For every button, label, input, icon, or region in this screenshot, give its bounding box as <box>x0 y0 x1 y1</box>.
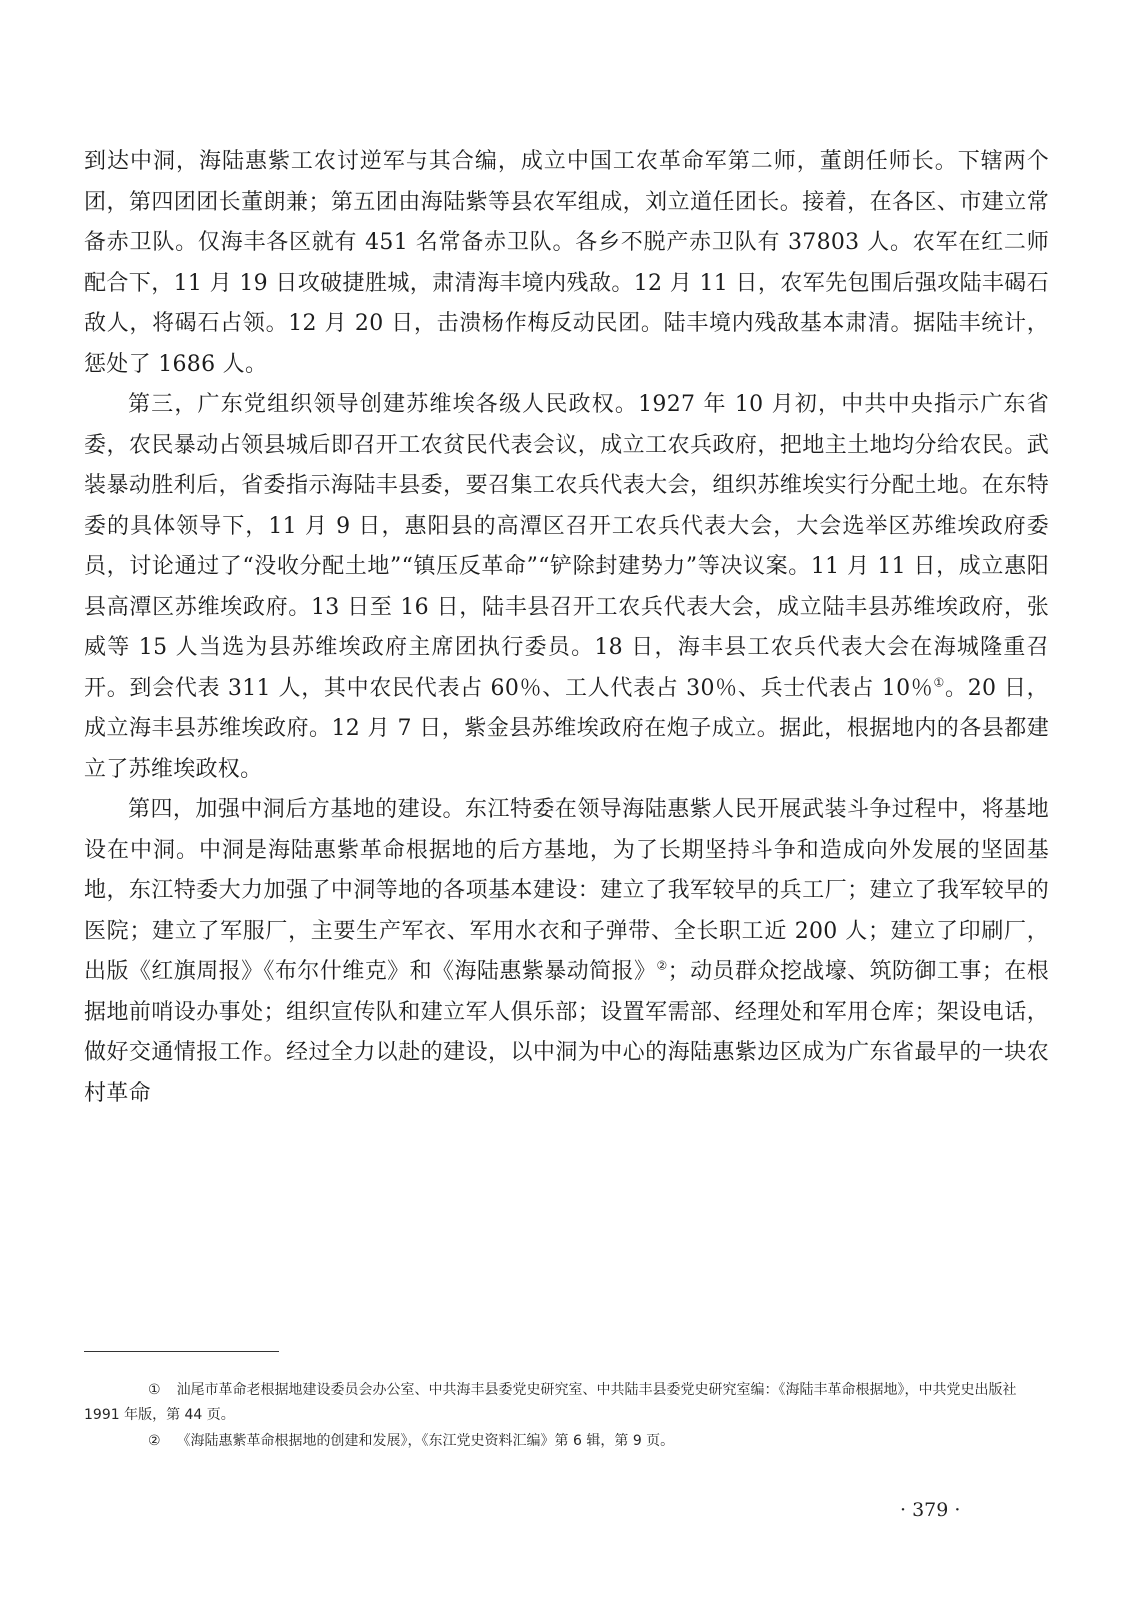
footnotes <box>84 1378 1049 1455</box>
footnote-1-mark: ① <box>148 1382 161 1398</box>
paragraph-3-text-before: 第四，加强中洞后方基地的建设。东江特委在领导海陆惠紫人民开展武装斗争过程中，将基地设在中洞。中洞是海陆惠紫革命根据地的后方基地，为了长期坚持斗争和造成向外发展的坚固基地，东江特委大力加强了中洞等地的各项基本建设：建立了我军较早的兵工厂；建立了我军较早的医院；建立了军服厂，主要生产军衣、军用水衣和子弹带、全长职工近 200 人；建立了印刷厂，出版《红旗周报》《布尔什维克》和《海陆惠紫暴动简报》 <box>84 797 1049 984</box>
footnote-1 <box>84 1378 1049 1428</box>
footnote-reference-2[interactable]: ② <box>656 958 668 973</box>
page-body <box>84 142 1049 1114</box>
body-paragraph-3 <box>84 790 1049 1114</box>
paragraph-2-text-after: 。20 日，成立海丰县苏维埃政府。12 月 7 日，紫金县苏维埃政府在炮子成立。据此，根据地内的各县都建立了苏维埃政权。 <box>84 675 1049 782</box>
body-paragraph-1: 到达中洞，海陆惠紫工农讨逆军与其合编，成立中国工农革命军第二师，董朗任师长。下辖两个团，第四团团长董朗兼；第五团由海陆紫等县农军组成，刘立道任团长。接着，在各区、市建立常备赤卫队。仅海丰各区就有 451 名常备赤卫队。各乡不脱产赤卫队有 37803 人。农军在红二师配合下，11 月 19 日攻破捷胜城，肃清海丰境内残敌。12 月 11 日，农军先包围后强攻陆丰碣石敌人，将碣石占领。12 月 20 日，击溃杨作梅反动民团。陆丰境内残敌基本肃清。据陆丰统计，惩处了 1686 人。 <box>84 149 1049 377</box>
footnote-2-text: 《海陆惠紫革命根据地的创建和发展》，《东江党史资料汇编》第 6 辑，第 9 页。 <box>176 1433 675 1449</box>
footnote-reference-1[interactable]: ① <box>933 675 945 690</box>
footnote-2 <box>84 1429 1049 1454</box>
page-number: · 379 · <box>900 1499 961 1521</box>
footnote-2-mark: ② <box>148 1433 161 1449</box>
body-paragraph-2 <box>84 385 1049 790</box>
footnote-divider <box>84 1351 279 1352</box>
paragraph-2-text-before: 第三，广东党组织领导创建苏维埃各级人民政权。1927 年 10 月初，中共中央指示广东省委，农民暴动占领县城后即召开工农贫民代表会议，成立工农兵政府，把地主土地均分给农民。武装暴动胜利后，省委指示海陆丰县委，要召集工农兵代表大会，组织苏维埃实行分配土地。在东特委的具体领导下，11 月 9 日，惠阳县的高潭区召开工农兵代表大会，大会选举区苏维埃政府委员，讨论通过了“没收分配土地”“镇压反革命”“铲除封建势力”等决议案。11 月 11 日，成立惠阳县高潭区苏维埃政府。13 日至 16 日，陆丰县召开工农兵代表大会，成立陆丰县苏维埃政府，张威等 15 人当选为县苏维埃政府主席团执行委员。18 日，海丰县工农兵代表大会在海城隆重召开。到会代表 311 人，其中农民代表占 60％、工人代表占 30％、兵士代表占 10％ <box>84 392 1049 701</box>
footnote-1-text: 汕尾市革命老根据地建设委员会办公室、中共海丰县委党史研究室、中共陆丰县委党史研究室编：《海陆丰革命根据地》，中共党史出版社 1991 年版，第 44 页。 <box>84 1382 1017 1423</box>
paragraph-3-text-after: ；动员群众挖战壕、筑防御工事；在根据地前哨设办事处；组织宣传队和建立军人俱乐部；设置军需部、经理处和军用仓库；架设电话，做好交通情报工作。经过全力以赴的建设，以中洞为中心的海陆惠紫边区成为广东省最早的一块农村革命 <box>84 959 1049 1106</box>
